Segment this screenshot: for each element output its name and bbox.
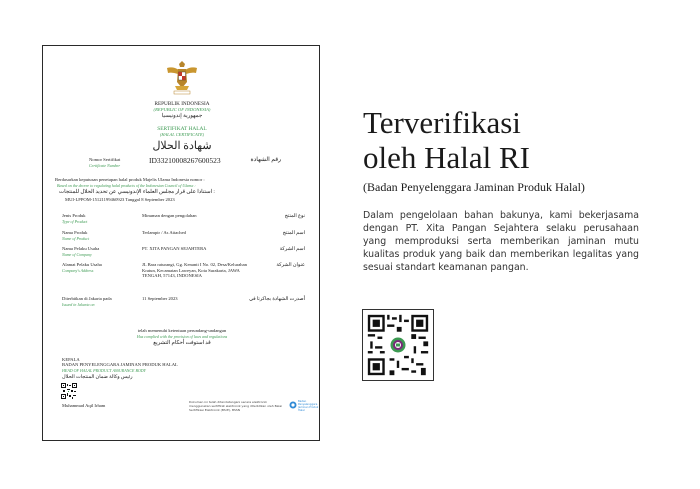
- head-agency-en: HEAD OF HALAL PRODUCT ASSURANCE BODY: [62, 368, 146, 373]
- signer-name: Muhammad Aqil Irham: [62, 403, 106, 408]
- complied-text-en: Has complied with the provision of laws and regulations: [136, 334, 228, 339]
- complied-text-ar: قد استوفت أحكام التشريع: [153, 340, 211, 346]
- field-value: JL Bara raturangi, Gg. Kenanti I No. 02, Desa/Kelurahan Kratun, Kecamatan Laweyan, Kota Surakarta, JAWA TENGAH, 57143, INDONESIA: [142, 262, 247, 279]
- certificate-number-label: Nomor Sertifikat: [89, 157, 121, 162]
- certificate-number-label-en: Certificate Number: [89, 163, 120, 168]
- panel-description: Dalam pengelolaan bahan bakunya, kami bekerjasama dengan PT. Xita Pangan Sejahtera selaku perusahaan yang memproduksi serta memberikan jaminan mutu kualitas produk yang baik dan memberikan legalitas yang sesuai standart keamanan pangan.: [363, 210, 639, 273]
- field-value: Minuman dengan pengolahan: [142, 213, 197, 218]
- verification-qr[interactable]: [362, 309, 434, 381]
- field-value: Terlampir / As Attached: [142, 230, 186, 235]
- electronic-signature-note: Dokumen ini telah ditandatangani secara elektronik menggunakan sertifikat elektronik yang diterbitkan oleh Balai Sertifikasi Elektronik (BSrE), BSSN: [189, 400, 282, 412]
- field-value: PT. XITA PANGAN SEJAHTERA: [142, 246, 207, 251]
- panel-title-line2: oleh Halal RI: [363, 140, 531, 175]
- field-label-en: Name of Company: [62, 252, 92, 257]
- decree-text-en: Based on the decree to regulating halal products of the Indonesian Council of Ulama :: [57, 183, 196, 188]
- field-label-ar: عنوان الشركة: [276, 263, 305, 268]
- head-agency-ar: رئيس وكالة ضمان المنتجات الحلال: [62, 375, 133, 380]
- head-agency: BADAN PENYELENGGARA JAMINAN PRODUK HALAL: [62, 362, 178, 367]
- certificate-title-en: (HALAL CERTIFICATE): [159, 132, 205, 137]
- decree-number: MUI-LPPOM-15121199460923 Tanggal 8 September 2023: [65, 197, 175, 202]
- decree-text: Berdasarkan keputusan penetapan halal produk Majelis Ulama Indonesia nomor :: [55, 177, 205, 182]
- halal-certificate: [42, 45, 320, 441]
- issued-label: Diterbitkan di Jakarta pada: [62, 296, 112, 301]
- issued-date: 11 September 2023: [142, 296, 178, 301]
- issued-label-en: Issued in Jakarta on: [62, 302, 95, 307]
- field-label: Jenis Produk: [62, 213, 86, 218]
- certificate-number: ID33210008267600523: [149, 156, 221, 165]
- republic-title-ar: جمهورية إندونيسيا: [161, 113, 203, 119]
- field-label-en: Company's Address: [62, 268, 94, 273]
- field-label-en: Name of Product: [62, 236, 90, 241]
- panel-title-line1: Terverifikasi: [363, 105, 521, 140]
- field-label-ar: اسم الشركة: [279, 247, 305, 252]
- certificate-title: SERTIFIKAT HALAL: [157, 126, 207, 132]
- halal-logo-icon: [389, 336, 407, 354]
- field-label-ar: اسم المنتج: [282, 231, 305, 236]
- field-label: Alamat Pelaku Usaha: [62, 262, 102, 267]
- decree-text-ar: استنادا على قرار مجلس العلماء الإندونيسي عن تحديد الحلال للمنتجات :: [59, 189, 215, 195]
- field-label: Nama Produk: [62, 230, 88, 235]
- qr-code-icon: [61, 383, 77, 399]
- certificate-title-ar: شهادة الحلال: [152, 140, 212, 152]
- issued-label-ar: أصدرت الشهادة بجاكرتا في: [249, 297, 305, 302]
- bpjph-logo-icon: [289, 401, 297, 409]
- complied-text: telah memenuhi ketentuan perundang-undangan: [137, 328, 227, 333]
- republic-title: REPUBLIK INDONESIA: [154, 101, 210, 107]
- field-label-en: Type of Product: [62, 219, 88, 224]
- field-label-ar: نوع المنتج: [284, 214, 305, 219]
- field-label: Nama Pelaku Usaha: [62, 246, 100, 251]
- garuda-emblem-icon: [165, 58, 199, 96]
- bpjph-logo-text: Badan Penyelenggara Jaminan Produk Halal: [298, 400, 319, 412]
- head-label: KEPALA: [62, 357, 80, 362]
- panel-subtitle: (Badan Penyelenggara Jaminan Produk Halal): [363, 180, 585, 194]
- republic-title-en: (REPUBLIC OF INDONESIA): [153, 107, 211, 112]
- certificate-number-label-ar: رقم الشهادة: [250, 157, 281, 163]
